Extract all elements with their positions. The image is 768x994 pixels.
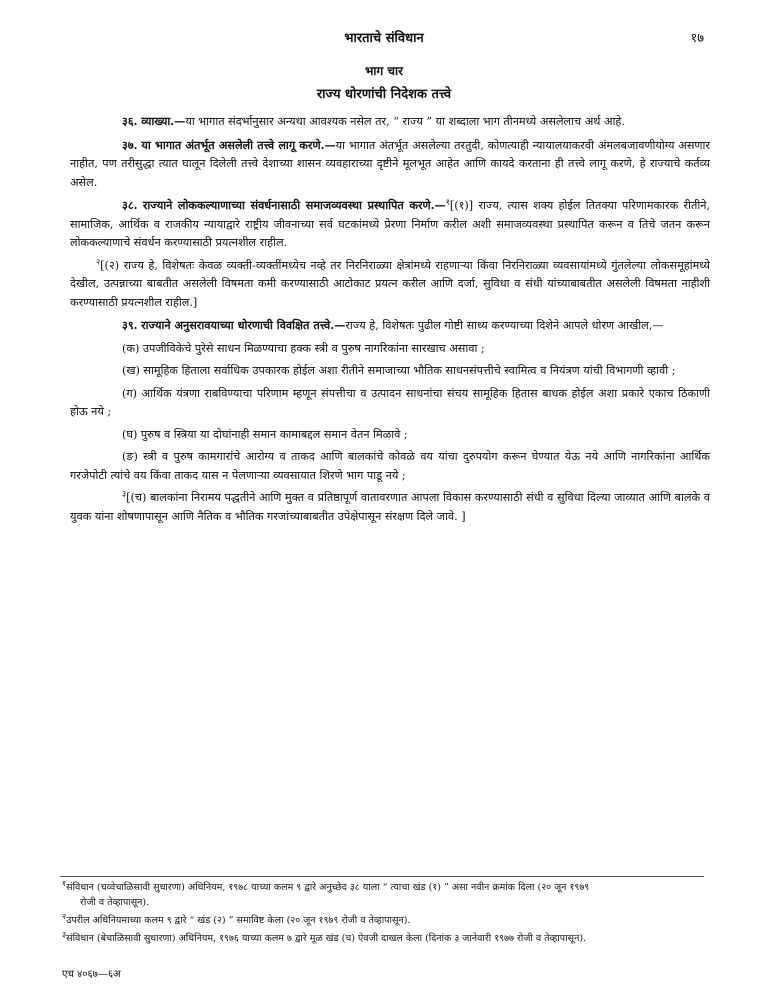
footnote-1 <box>62 880 706 910</box>
footnote-divider <box>60 876 704 877</box>
footnote-text: संविधान (बेचाळिसावी सुधारणा) अधिनियम, १९७६ याच्या कलम ७ द्वारे मूळ खंड (च) ऐवजी दाखल केला (दिनांक ३ जानेवारी १९७७ रोजी व तेव्हापासून). <box>66 933 587 944</box>
footnote-text: संविधान (चव्वेचाळिसावी सुधारणा) अधिनियम, १९७८ याच्या कलम ९ द्वारे अनुच्छेद ३८ याला “ त्याचा खंड (१) ” असा नवीन क्रमांक दिला (२० जून १९७९ <box>66 882 590 893</box>
body-text <box>70 112 710 530</box>
article-36 <box>70 112 710 132</box>
article-heading: या भागात अंतर्भूत असलेली तत्त्वे लागू करणे.— <box>141 137 336 152</box>
clause-gha: (घ) पुरुष व स्त्रिया या दोघांनाही समान कामाबद्दल समान वेतन मिळावे ; <box>122 427 408 441</box>
footnote-number: २ <box>62 911 67 921</box>
article-39 <box>70 316 710 336</box>
article-number: ३९. <box>122 318 138 332</box>
print-code: एच ४०६७—६अ <box>62 969 121 980</box>
article-38 <box>70 196 710 253</box>
footnote-text: उपरील अधिनियमाच्या कलम ९ द्वारे “ खंड (२) ” समाविष्ट केला (२० जून १९७९ रोजी व तेव्हापासून). <box>66 915 411 926</box>
article-number: ३६. <box>122 114 138 128</box>
article-text: राज्य हे, विशेषतः पुढील गोष्टी साध्य करण्याच्या दिशेने आपले धोरण आखील,— <box>345 319 664 332</box>
footnote-marker: १ <box>445 197 450 207</box>
footnote-marker: ३ <box>122 489 127 499</box>
part-title: भाग चार <box>364 64 404 78</box>
footnote-3 <box>62 931 706 946</box>
article-text: या भागात संदर्भानुसार अन्यथा आवश्यक नसेल तर, “ राज्य ” या शब्दाला भाग तीनमध्ये असलेलाच अर्थ आहे. <box>185 115 625 128</box>
footnote-marker: २ <box>96 256 101 266</box>
article-37 <box>70 136 710 193</box>
running-header <box>0 28 768 48</box>
footnote-number: १ <box>62 878 67 888</box>
footnote-continuation: रोजी व तेव्हापासून). <box>80 897 150 908</box>
clause-ga: (ग) आर्थिक यंत्रणा राबविण्याचा परिणाम म्हणून संपत्तीचा व उत्पादन साधनांचा संचय सामूहिक हितास बाधक होईल अशा प्रकारे एकाच ठिकाणी होऊ नये ; <box>70 386 710 418</box>
running-title: भारताचे संविधान <box>344 31 424 46</box>
article-number: ३७. <box>122 137 138 152</box>
article-number: ३८. <box>122 198 138 212</box>
footnote-number: ३ <box>62 929 67 939</box>
clause-ka: (क) उपजीविकेचे पुरेसे साधन मिळण्याचा हक्क स्त्री व पुरुष नागरिकांना सारखाच असावा ; <box>122 341 485 355</box>
clause-text: [(च) बालकांना निरामय पद्धतीने आणि मुक्त व प्रतिष्ठापूर्ण वातावरणात आपला विकास करण्यासाठी संधी व सुविधा दिल्या जाव्यात आणि बालके व युवक यांना शोषणापासून आणि नैतिक व भौतिक गरजांच्याबाबतीत उपेक्षेपासून संरक्षण दिले जावे. ] <box>70 491 710 523</box>
footnote-2 <box>62 913 706 928</box>
article-text: [(२) राज्य हे, विशेषतः केवळ व्यक्ती-व्यक्तींमध्येच नव्हे तर निरनिराळ्या क्षेत्रांमध्ये राहणाऱ्या किंवा निरनिराळ्या व्यवसायांमध्ये गुंतलेल्या लोकसमूहांमध्ये देखील, उत्पन्नाच्या बाबतीत असलेली विषमता कमी करण्यासाठी आटोकाट प्रयत्न करील आणि दर्जा, सुविधा व संधी यांच्याबाबतीत असलेली विषमता नाहीशी करण्यासाठी प्रयत्नशील राहील.] <box>70 258 710 309</box>
article-38-clause-2 <box>70 257 710 313</box>
article-heading: राज्याने लोककल्याणाच्या संवर्धनासाठी समाजव्यवस्था प्रस्थापित करणे.— <box>142 198 446 212</box>
clause-cha <box>70 489 710 526</box>
clause-kha: (ख) सामूहिक हिताला सर्वाधिक उपकारक होईल अशा रीतीने समाजाच्या भौतिक साधनसंपत्तीचे स्वामित्व व नियंत्रण यांची विभागणी व्हावी ; <box>122 364 676 377</box>
article-text: [(१)] राज्य, त्यास शक्य होईल तितक्या परिणामकारक रीतीने, सामाजिक, आर्थिक व राजकीय न्यायाद्वारे राष्ट्रीय जीवनाच्या सर्व घटकांमध्ये प्रेरणा निर्माण करील अशी समाजव्यवस्था प्रस्थापित करून व तिचे जतन करून लोककल्याणाचे संवर्धन करण्यासाठी प्रयत्नशील राहील. <box>70 199 710 249</box>
part-subtitle: राज्य धोरणांची निदेशक तत्त्वे <box>316 87 452 102</box>
page-number: १७ <box>690 31 704 46</box>
article-heading: व्याख्या.— <box>141 114 186 128</box>
clause-nga: (ङ) स्त्री व पुरुष कामगारांचे आरोग्य व ताकद आणि बालकांचे कोवळे वय यांचा दुरुपयोग करून घेण्यात येऊ नये आणि नागरिकांना आर्थिक गरजेपोटी त्यांचे वय किंवा ताकद यास न पेलणाऱ्या व्यवसायात शिरणे भाग पाडू नये ; <box>70 450 710 482</box>
article-heading: राज्याने अनुसरावयाच्या धोरणाची विवक्षित तत्त्वे.— <box>141 318 346 332</box>
article-text: या भागात अंतर्भूत असलेल्या तरतुदी, कोणत्याही न्यायालयाकरवी अंमलबजावणीयोग्य असणार नाहीत, पण तरीसुद्धा त्यात घालून दिलेली तत्त्वे देशाच्या शासन व्यवहाराच्या दृष्टीने मूलभूत आहेत आणि कायदे करताना ही तत्त्वे लागू करणे, हे राज्याचे कर्तव्य असेल. <box>70 138 710 189</box>
footnotes <box>62 880 706 949</box>
